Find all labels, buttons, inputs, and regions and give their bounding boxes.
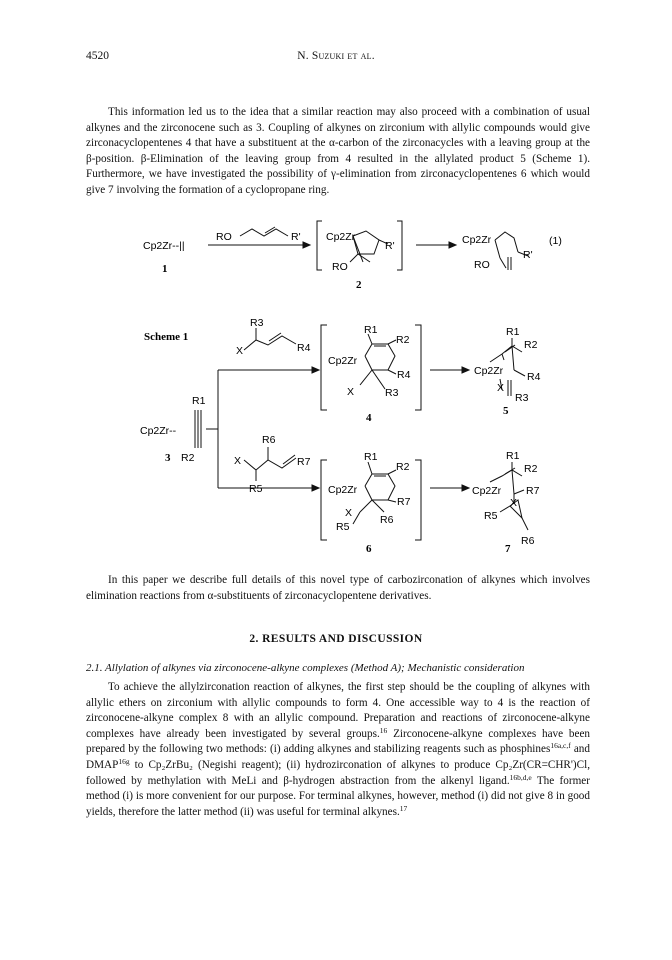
start-r1: R1 xyxy=(192,395,206,407)
p7-r1: R1 xyxy=(506,450,520,462)
ref-16a: 16a,c,f xyxy=(550,741,571,751)
intermediate-4-ring xyxy=(365,344,395,370)
eq1-intermediate-ro: RO xyxy=(332,261,348,273)
int6-zr: Cp2Zr xyxy=(328,484,358,496)
intermediate-6-ring xyxy=(365,474,395,500)
section-title: 2. RESULTS AND DISCUSSION xyxy=(249,633,423,645)
equation-number: (1) xyxy=(549,235,562,247)
page-number: 4520 xyxy=(86,50,109,62)
int6-label: 6 xyxy=(366,543,372,555)
p3-text-3: and DMAP xyxy=(86,743,590,771)
eq1-reactant: Cp2Zr--|| xyxy=(143,240,185,252)
int4-zr: Cp2Zr xyxy=(328,355,358,367)
p5-r2: R2 xyxy=(524,339,538,351)
ref-17: 17 xyxy=(399,803,408,813)
p7-r6: R6 xyxy=(521,535,535,547)
p5-r1: R1 xyxy=(506,326,520,338)
eq1-bracket-left xyxy=(317,221,322,270)
eq1-product-chain xyxy=(495,232,518,252)
p7-r2: R2 xyxy=(524,463,538,475)
eq1-intermediate-r: R' xyxy=(385,240,395,252)
int6-r5: R5 xyxy=(336,521,350,533)
int6-r7: R7 xyxy=(397,496,411,508)
scheme-title: Scheme 1 xyxy=(144,331,189,343)
p7-zr: Cp2Zr xyxy=(472,485,502,497)
top-substrate-r4: R4 xyxy=(297,342,311,354)
int6-r6: R6 xyxy=(380,514,394,526)
running-head: N. Suzuki et al. xyxy=(297,50,375,62)
int6-r2: R2 xyxy=(396,461,410,473)
p3-text-2: Zirconocene-alkyne complexes have been prepared by the following two methods: (i) adding alkynes and stabilizing reagents such as phosphines xyxy=(86,727,591,756)
int6-x: X xyxy=(345,507,353,519)
eq1-bracket-right xyxy=(397,221,402,270)
eq1-product-zr: Cp2Zr xyxy=(462,234,492,246)
ref-16b: 16b,d,e xyxy=(509,772,532,782)
product-7 xyxy=(490,470,522,482)
eq1-reactant-label: 1 xyxy=(162,263,168,275)
intro-paragraph: This information led us to the idea that a similar reaction may also proceed with a combination of usual alkynes and the zirconocene such as 3. Coupling of alkynes on zirconium with allylic compounds would give zirconacyclopentenes 4 that have a substituent at the α-carbon of the zirconacycles with a leaving group at the β-position. β-Elimination of the leaving group from 4 resulted in the allylated product 5 (Scheme 1). Furthermore, we have investigated the possibility of γ-elimination from zirconacyclopentenes 6 which would give 7 involving the formation of a cyclopropane ring. xyxy=(86,106,590,196)
eq1-reagent-ro: RO xyxy=(216,231,232,243)
eq1-intermediate-zr: Cp2Zr xyxy=(326,231,356,243)
eq1-product-r: R' xyxy=(523,249,533,261)
top-substrate-x: X xyxy=(236,345,244,357)
ref-16: 16 xyxy=(379,725,388,735)
bottom-substrate-r5: R5 xyxy=(249,483,263,495)
bottom-substrate-r7: R7 xyxy=(297,456,311,468)
eq1-reagent-r: R' xyxy=(291,231,301,243)
start-label: 3 xyxy=(165,452,171,464)
eq1-intermediate-label: 2 xyxy=(356,279,362,291)
int6-r1: R1 xyxy=(364,451,378,463)
p5-zr: Cp2Zr xyxy=(474,365,504,377)
p3-text-1: To achieve the allylzirconation reaction of alkynes, the first step should be the coupling of alkynes with allylic ethers on zirconium with allylic compounds to form 4. One accessible way to 4 is the reaction of zirconocene-alkyne complex 8 with an allylic compound. Preparation and reactions of zirconocene-alkyne complexes have already been investigated by several groups. xyxy=(86,681,590,740)
start-r2: R2 xyxy=(181,452,195,464)
int4-x: X xyxy=(347,386,355,398)
top-substrate-r3: R3 xyxy=(250,317,264,329)
bottom-substrate-x: X xyxy=(234,455,242,467)
paragraph-3 xyxy=(86,680,590,820)
eq1-product-ro: RO xyxy=(474,259,490,271)
ref-16g: 16g xyxy=(118,756,130,766)
p3-text-4: to Cp₂ZrBu₂ (Negishi reagent); (ii) hydrozirconation of alkynes to produce Cp₂Zr(CR=CHR')Cl, followed by methylation with MeLi and β-hydrogen abstraction from the alkenyl ligand. xyxy=(86,758,590,787)
eq1-metallacycle xyxy=(353,231,379,254)
int4-r1: R1 xyxy=(364,324,378,336)
int4-r4: R4 xyxy=(397,369,411,381)
p5-r4: R4 xyxy=(527,371,541,383)
p7-r7: R7 xyxy=(526,485,540,497)
int4-label: 4 xyxy=(366,412,372,424)
int4-r3: R3 xyxy=(385,387,399,399)
top-substrate-chain xyxy=(244,336,296,350)
p5-r3: R3 xyxy=(515,392,529,404)
p5-x: X xyxy=(497,382,505,394)
p5-label: 5 xyxy=(503,405,509,417)
subsection-title: 2.1. Allylation of alkynes via zirconocene-alkyne complexes (Method A); Mechanistic consideration xyxy=(86,662,525,674)
p7-r5: R5 xyxy=(484,510,498,522)
product-5 xyxy=(490,346,522,362)
int4-r2: R2 xyxy=(396,334,410,346)
p7-label: 7 xyxy=(505,543,511,555)
eq1-reagent-chain xyxy=(240,229,288,236)
bottom-substrate-r6: R6 xyxy=(262,434,276,446)
paragraph-2: In this paper we describe full details of this novel type of carbozirconation of alkynes which involves elimination reactions from α-substituents of zirconacyclopentene derivatives. xyxy=(86,574,590,602)
start-zr: Cp2Zr-- xyxy=(140,425,177,437)
p3-text-5: The former method (i) is more convenient for our purpose. For terminal alkynes, however, method (i) did not give 8 in good yields, therefore the latter method (ii) was useful for terminal alkynes. xyxy=(86,774,590,818)
p7-x: X xyxy=(510,497,518,509)
